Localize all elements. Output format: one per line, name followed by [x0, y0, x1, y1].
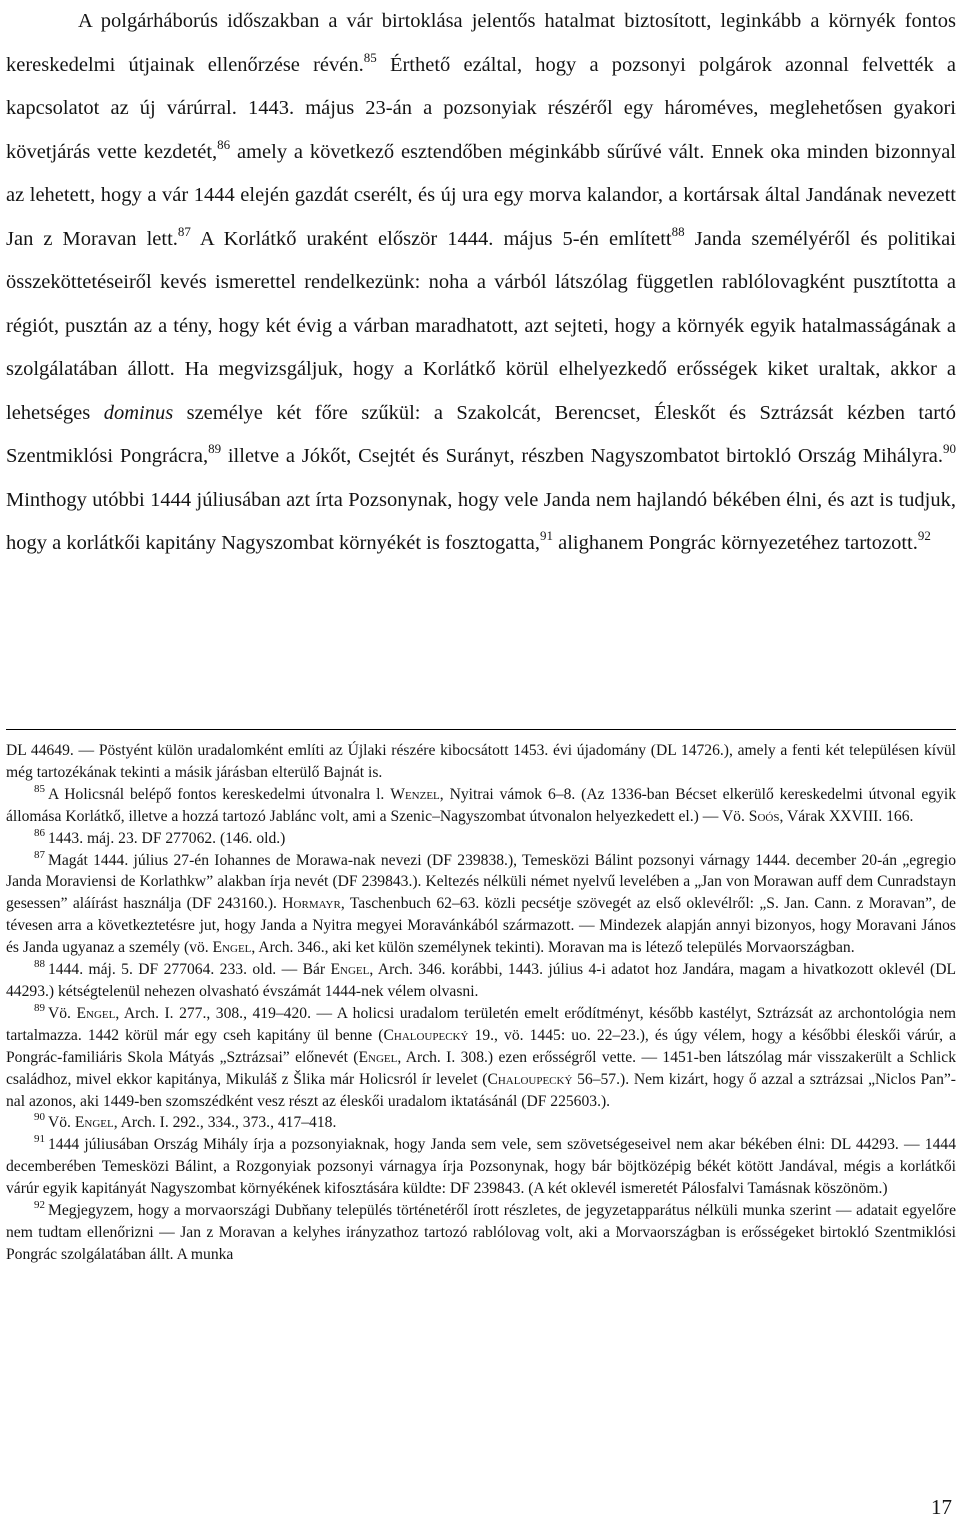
footnote-divider — [6, 729, 956, 730]
page-number: 17 — [931, 1495, 952, 1519]
footnote-89: $^{89}$ Vö. Engel, Arch. I. 277., 308., 419–420. — A holicsi uradalom területén emelt erődítményt, később kastélyt, Sztrázsát az archontológia nem tartalmazza. 1442 körül már egy cseh kapitány ül benne (Chaloupecký 19., vö. 1445: uo. 22–23.), és úgy vélem, hogy a későbbi éleskői várúr, a Pongrác-familiáris Skola Mátyás „Sztrázsai” előnevét (Engel, Arch. I. 308.) ezen erősségről vette. — 1451-ben látszólag már visszakerült a Schlick családhoz, mivel ekkor kapitánya, Mikuláš z Šlika már Holicsról ír levelet (Chaloupecký 56–57.). Nem kizárt, hogy ő azzal a sztrázsai „Niclos Pan”-nal azonos, aki 1449-ben szomszédként vesz részt az éleskői uradalom iktatásánál (DF 225603.). — [6, 1001, 957, 1110]
author-name: Chaloupecký — [487, 1070, 573, 1088]
footnote-ref-88: 88 — [671, 223, 685, 239]
author-name: Wenzel — [390, 785, 440, 803]
footnote-86: $^{86}$ 1443. máj. 23. DF 277062. (146. old.) — [34, 826, 286, 847]
author-name: Engel — [76, 1004, 116, 1022]
footnote-ref-90: 90 — [943, 441, 957, 456]
footnote-number: 87 — [34, 848, 45, 861]
footnote-ref-92: 92 — [917, 528, 931, 543]
italic-term: dominus — [103, 401, 174, 424]
footnote-continuation: DL 44649. — Pöstyént külön uradalomként említi az Újlaki részére kibocsátott 1453. évi újadomány (DL 14726.), amely a fenti két településen kívül még tartozékának tekinti a másik járásban elterülő Bajnát is. — [6, 742, 956, 781]
footnote-91: $^{91}$ 1444 júliusában Ország Mihály írja a pozsonyiaknak, hogy Janda sem vele, sem szövetségeseivel nem akar békében élni: DL 44293. — 1444 decemberében Temesközi Bálint, a Rozgonyiak pozsonyi várnagya írja Pozsonynak, hogy bár böjtközépig békét kötött Jandával, mégis a korlátkői várúr egyik kapitányát Nagyszombat környékének kifosztására küldte: DF 239843. (A két oklevél ismeretét Pálosfalvi Tamásnak köszönöm.) — [6, 1133, 956, 1198]
author-name: Engel — [212, 939, 252, 957]
footnote-90: $^{90}$ Vö. Engel, Arch. I. 292., 334., 373., 417–418. — [34, 1111, 337, 1132]
footnote-ref-86: 86 — [217, 136, 231, 152]
author-name: Engel — [74, 1114, 114, 1132]
author-name: Chaloupecký — [383, 1026, 469, 1044]
footnote-ref-85: 85 — [363, 49, 377, 65]
footnote-number: 88 — [34, 958, 45, 971]
footnote-number: 85 — [34, 782, 45, 795]
footnote-ref-89: 89 — [208, 441, 222, 456]
footnote-88: $^{88}$ 1444. máj. 5. DF 277064. 233. old. — Bár Engel, Arch. 346. korábbi, 1443. július 4-i adatot hoz Jandára, magam a hivatkozott oklevél (DL 44293.) kétségtelenül nehezen olvasható évszámát 1444-nek vélem olvasni. — [6, 958, 956, 1000]
main-text — [6, 0, 956, 566]
author-name: Engel — [358, 1048, 398, 1066]
footnote-ref-91: 91 — [540, 528, 554, 543]
footnote-92: $^{92}$ Megjegyzem, hogy a morvaországi Dubňany település történetéről írott részletes, de jegyzetapparátus nélküli munka szerint — adatait egyelőre nem tudtam ellenőrizni — Jan z Moravan a kelyhes irányzathoz tartozó rablólovag volt, aki a Morvaországban is erősségeket birtokló Szentmiklósi Pongrác szolgálatában állt. A munka — [6, 1199, 956, 1263]
author-name: Soós — [748, 807, 780, 825]
author-name: Hormayr — [282, 895, 341, 913]
footnote-number: 92 — [34, 1199, 45, 1212]
footnote-ref-87: 87 — [177, 223, 191, 239]
footnote-number: 90 — [34, 1111, 45, 1124]
author-name: Engel — [330, 961, 370, 979]
footnote-85: $^{85}$ A Holicsnál belépő fontos kereskedelmi útvonalra l. Wenzel, Nyitrai vámok 6–8. (Az 1336-ban Bécset elkerülő kereskedelmi útvonal egyik állomása Korlátkő, illetve a hozzá tartozó Jablánc volt, ami a Szenic–Nagyszombat útvonalon helyezkedett el.) — Vö. Soós, Várak XXVIII. 166. — [6, 782, 956, 825]
footnote-number: 86 — [34, 826, 45, 839]
footnote-87: $^{87}$ Magát 1444. július 27-én Iohannes de Morawa-nak nevezi (DF 239838.), Temesközi Bálint pozsonyi várnagy 1444. december 20-án „egregio Janda Moraviensi de Korlathkw” alakban írja nevét (DF 239843.). Keltezés nélküli német nyelvű levelében a „Jan von Morawan auff dem Cunradstayn gesessen” aláírást használja (DF 243160.). Hormayr, Taschenbuch 62–63. közli pecsétje szövegét az első oklevélről: „S. Jan. Cann. z Moravan”, de tévesen arra a következtetésre jut, hogy Janda a Nyitra megyei Moravánkából származott. — Mindezek alapján annyi bizonyos, hogy Moravani János és Janda ugyanaz a személy (vö. Engel, Arch. 346., aki ket külön személynek tekinti). Moravan ma is létező település Morvaországban. — [6, 848, 956, 957]
footnotes — [6, 740, 956, 1266]
body-paragraph: A polgárháborús időszakban a vár birtoklása jelentős hatalmat biztosított, leginkább a környék fontos kereskedelmi útjainak ellenőrzése révén.$^{85}$ Érthető ezáltal, hogy a pozsonyi polgárok azonnal felvették a kapcsolatot az új várúrral. 1443. május 23-án a pozsonyiak részéről egy hároméves, meglehetősen gyakori követjárás vette kezdetét,$^{86}$ amely a következő esztendőben méginkább sűrűvé vált. Ennek oka minden bizonnyal az lehetett, hogy a vár 1444 elején gazdát cserélt, és új ura egy morva kalandor, a kortársak által Jandának nevezett Jan z Moravan lett.$^{87}$ A Korlátkő uraként először 1444. május 5-én említett$^{88}$ Janda személyéről és politikai összeköttetéseiről kevés ismerettel rendelkezünk: noha a várból látszólag független rablólovagként pusztította a régiót, pusztán az a tény, hogy két évig a várban maradhatott, azt sejteti, hogy a környék egyik hatalmasságának a szolgálatában állott. Ha megvizsgáljuk, hogy a Korlátkő körül elhelyezkedő erősségek kiket uraltak, akkor a lehetséges dominus személye két főre szűkül: a Szakolcát, Berencset, Éleskőt és Sztrázsát kézben tartó Szentmiklósi Pongrácra,$^{89}$ illetve a Jókőt, Csejtét és Surányt, részben Nagyszombatot birtokló Ország Mihályra.$^{90}$ Minthogy utóbbi 1444 júliusában azt írta Pozsonynak, hogy vele Janda nem hajlandó békében élni, és azt is tudjuk, hogy a korlátkői kapitány Nagyszombat környékét is fosztogatta,$^{91}$ alighanem Pongrác környezetéhez tartozott.$^{92}$ — [6, 10, 957, 554]
footnote-number: 89 — [34, 1001, 45, 1014]
footnote-number: 91 — [34, 1133, 45, 1146]
